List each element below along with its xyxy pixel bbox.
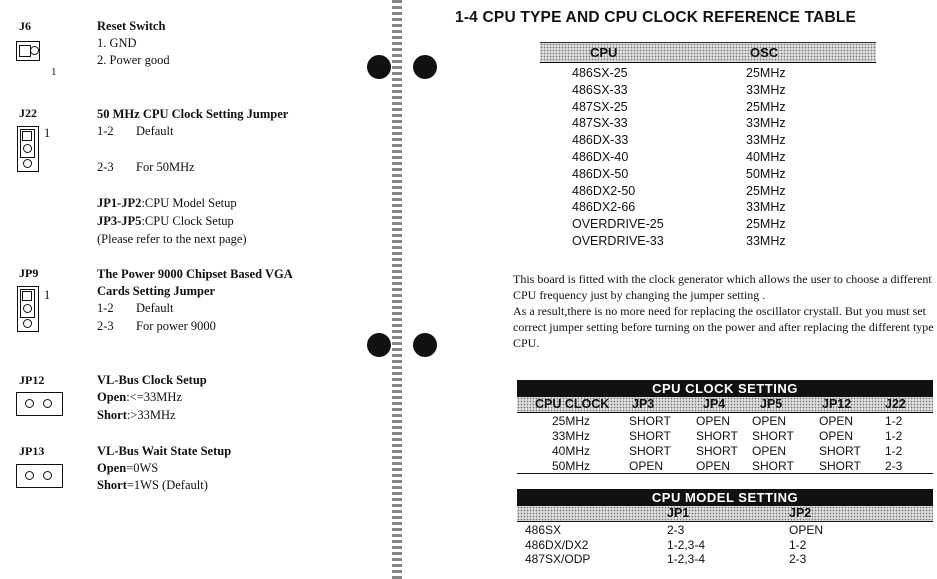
clock-cell: OPEN	[819, 414, 854, 428]
clock-header-cell: JP3	[632, 397, 655, 411]
jp13-title: VL-Bus Wait State Setup	[97, 444, 232, 458]
cpu-model-setting-table	[517, 489, 933, 566]
osc-cell: 25MHz	[746, 217, 786, 232]
osc-cell: 25MHz	[746, 183, 786, 198]
table-row	[540, 150, 876, 167]
j6-title: Reset Switch	[97, 19, 166, 33]
jp9-title-line2: Cards Setting Jumper	[97, 284, 216, 298]
osc-cell: 25MHz	[746, 99, 786, 114]
jp3-jp5-note	[97, 214, 234, 229]
model-table-title: CPU MODEL SETTING	[517, 489, 933, 506]
clock-cell: 1-2	[885, 429, 903, 443]
osc-cell: 33MHz	[746, 200, 786, 215]
setting-text: :<=33MHz	[126, 390, 182, 404]
pin-icon	[23, 159, 32, 168]
header-cpu: CPU	[590, 45, 618, 60]
description-paragraph-1: This board is fitted with the clock generator which allows the user to choose a different CPU frequency just by changing the jumper setting .	[513, 272, 932, 302]
jp9-label: JP9	[19, 266, 39, 280]
clock-cell: 33MHz	[552, 429, 591, 443]
setting-bold: Short	[97, 478, 127, 492]
note-text: :CPU Clock Setup	[141, 214, 234, 228]
binding-hole	[413, 55, 437, 79]
clock-header-cell: JP5	[760, 397, 783, 411]
jp12-short	[97, 408, 176, 423]
setting-bold: Open	[97, 390, 127, 404]
jp12-label: JP12	[19, 373, 45, 387]
pin-icon	[23, 144, 32, 153]
pin-icon	[43, 471, 52, 480]
jp1-jp2-note	[97, 196, 237, 211]
note-bold: JP3-JP5	[97, 214, 142, 228]
model-header-cell: JP2	[789, 506, 812, 520]
table-row	[540, 234, 876, 251]
j22-row-value: For 50MHz	[136, 160, 195, 174]
cpu-cell: 486DX2-66	[572, 200, 636, 215]
table-row	[540, 100, 876, 117]
description-paragraph-2: As a result,there is no more need for replacing the oscillator crystall. But you must set correct jumper setting before turning on the power and after replacing the different type CPU.	[513, 304, 934, 350]
jp12-title: VL-Bus Clock Setup	[97, 373, 207, 387]
table-row	[540, 200, 876, 217]
j22-label: J22	[19, 106, 37, 120]
j22-row-key: 2-3	[97, 160, 114, 174]
j22-title: 50 MHz CPU Clock Setting Jumper	[97, 107, 289, 121]
osc-cell: 40MHz	[746, 149, 786, 164]
clock-cell: SHORT	[696, 429, 738, 443]
pin-square-icon	[22, 131, 32, 141]
cpu-cell: 486DX-33	[572, 133, 629, 148]
clock-cell: 40MHz	[552, 444, 591, 458]
refer-note: (Please refer to the next page)	[97, 232, 247, 246]
jp13-short	[97, 478, 208, 493]
clock-header-cell: JP12	[822, 397, 852, 411]
jp9-row-value: For power 9000	[136, 319, 216, 333]
binding-hole	[367, 55, 391, 79]
model-cell: OPEN	[789, 523, 824, 537]
clock-cell: SHORT	[819, 444, 861, 458]
clock-cell: SHORT	[629, 414, 671, 428]
pin-icon	[43, 399, 52, 408]
note-text: :CPU Model Setup	[141, 196, 237, 210]
pin-icon	[23, 304, 32, 313]
header-osc: OSC	[750, 45, 779, 60]
j6-label: J6	[19, 19, 31, 33]
setting-text: =1WS (Default)	[126, 478, 208, 492]
cpu-clock-setting-table	[517, 380, 933, 474]
j6-item: 1. GND	[97, 36, 137, 50]
j22-jumper-diagram	[17, 126, 39, 172]
binding-hole	[367, 333, 391, 357]
jp13-jumper-diagram	[16, 464, 63, 488]
table-row	[517, 551, 933, 566]
table-row	[517, 537, 933, 552]
clock-cell: SHORT	[752, 429, 794, 443]
model-cell: 2-3	[667, 523, 685, 537]
binding-hole	[413, 333, 437, 357]
osc-cell: 33MHz	[746, 116, 786, 131]
j22-row-key: 1-2	[97, 124, 114, 138]
clock-header-cell: J22	[885, 397, 906, 411]
table-row	[540, 83, 876, 100]
clock-table-title: CPU CLOCK SETTING	[517, 380, 933, 397]
clock-cell: OPEN	[752, 414, 787, 428]
pin-icon	[23, 319, 32, 328]
table-row	[540, 167, 876, 184]
j6-item: 2. Power good	[97, 53, 170, 67]
j6-pin-note: 1	[51, 66, 57, 78]
model-cell: 486SX	[525, 523, 562, 537]
jp9-pin-note: 1	[44, 288, 51, 302]
clock-cell: OPEN	[696, 414, 731, 428]
osc-cell: 33MHz	[746, 133, 786, 148]
osc-cell: 33MHz	[746, 82, 786, 97]
pin-square-icon	[22, 291, 32, 301]
jp12-open	[97, 390, 182, 405]
clock-cell: 2-3	[885, 459, 903, 473]
jp9-title: The Power 9000 Chipset Based VGA	[97, 267, 293, 281]
setting-text: =0WS	[126, 461, 159, 475]
model-cell: 1-2,3-4	[667, 537, 706, 552]
clock-cell: SHORT	[696, 444, 738, 458]
clock-cell: OPEN	[696, 459, 731, 473]
clock-cell: OPEN	[752, 444, 787, 458]
jp13-open	[97, 461, 158, 476]
model-cell: 486DX/DX2	[525, 537, 589, 552]
table-row	[517, 443, 933, 458]
table-row	[517, 458, 933, 473]
pin-icon	[25, 471, 34, 480]
table-row	[540, 217, 876, 234]
model-cell: 1-2	[789, 537, 807, 552]
model-cell: 487SX/ODP	[525, 552, 591, 566]
jp9-row-key: 1-2	[97, 301, 114, 315]
setting-text: :>33MHz	[126, 408, 176, 422]
osc-cell: 25MHz	[746, 66, 786, 80]
model-header-cell: JP1	[667, 506, 690, 520]
clock-header-cell: CPU CLOCK	[535, 397, 610, 411]
clock-cell: OPEN	[819, 429, 854, 443]
clock-cell: 1-2	[885, 414, 903, 428]
clock-cell: 25MHz	[552, 414, 591, 428]
clock-header-cell: JP4	[703, 397, 726, 411]
table-row	[540, 133, 876, 150]
clock-cell: SHORT	[629, 444, 671, 458]
table-row	[540, 66, 876, 83]
cpu-reference-table	[540, 42, 876, 251]
pin-icon	[30, 46, 39, 55]
cpu-cell: 487SX-33	[572, 116, 628, 131]
note-bold: JP1-JP2	[97, 196, 142, 210]
clock-cell: 1-2	[885, 444, 903, 458]
page-heading: 1-4 CPU TYPE AND CPU CLOCK REFERENCE TABLE	[455, 9, 857, 26]
cpu-cell: 486DX2-50	[572, 183, 636, 198]
jp9-jumper-diagram	[17, 286, 39, 332]
osc-cell: 50MHz	[746, 166, 786, 181]
clock-cell: SHORT	[819, 459, 861, 473]
model-cell: 2-3	[789, 552, 807, 566]
jp9-row-value: Default	[136, 301, 174, 315]
j6-jumper-diagram	[16, 41, 40, 61]
clock-cell: SHORT	[752, 459, 794, 473]
pin-icon	[25, 399, 34, 408]
clock-cell: SHORT	[629, 429, 671, 443]
setting-bold: Short	[97, 408, 127, 422]
table-row	[517, 428, 933, 443]
j22-pin-note: 1	[44, 126, 51, 140]
cpu-cell: 486SX-33	[572, 82, 628, 97]
osc-cell: 33MHz	[746, 233, 786, 248]
table-row	[540, 184, 876, 201]
cpu-cell: 486DX-50	[572, 166, 629, 181]
jp9-row-key: 2-3	[97, 319, 114, 333]
cpu-cell: 486SX-25	[572, 66, 628, 80]
clock-cell: 50MHz	[552, 459, 591, 473]
jp13-label: JP13	[19, 444, 45, 458]
cpu-cell: OVERDRIVE-25	[572, 217, 664, 232]
cpu-cell: 487SX-25	[572, 99, 628, 114]
j22-row-value: Default	[136, 124, 174, 138]
page-fold	[392, 0, 402, 579]
model-cell: 1-2,3-4	[667, 552, 706, 566]
clock-cell: OPEN	[629, 459, 664, 473]
jp12-jumper-diagram	[16, 392, 63, 416]
table-row	[517, 413, 933, 428]
cpu-cell: OVERDRIVE-33	[572, 233, 664, 248]
setting-bold: Open	[97, 461, 127, 475]
table-row	[540, 116, 876, 133]
table-row	[517, 522, 933, 537]
cpu-cell: 486DX-40	[572, 149, 629, 164]
